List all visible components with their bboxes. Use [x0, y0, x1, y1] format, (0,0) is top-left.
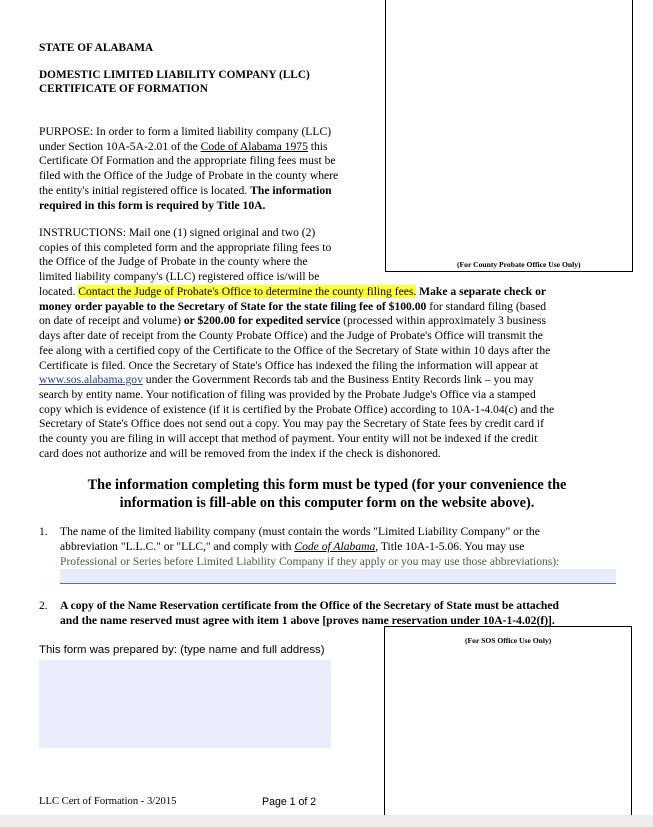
code-of-alabama-citation: Code of Alabama 1975 [200, 139, 308, 153]
llc-name-underline [60, 583, 616, 584]
item-1-number: 1. [39, 525, 48, 538]
county-box-label: (For County Probate Office Use Only) [457, 260, 581, 269]
footer-form-id: LLC Cert of Formation - 3/2015 [39, 796, 177, 807]
highlighted-county-fee-note: Contact the Judge of Probate's Office to determine the county filing fees. [78, 285, 417, 298]
item-2-number: 2. [39, 599, 48, 612]
footer-page-number: Page 1 of 2 [262, 796, 317, 808]
prepared-by-label: This form was prepared by: (type name and full address) [39, 644, 325, 656]
sos-box-label: (For SOS Office Use Only) [465, 636, 552, 645]
instructions-intro: INSTRUCTIONS: Mail one (1) signed original and two (2) copies of this completed form and the appropriate filing fees to the Office of the Judge of Probate in the county where the limited liability company's (LLC) registered office is/will be [39, 226, 332, 284]
viewer-bottom-bar [0, 815, 653, 827]
purpose-paragraph: PURPOSE: In order to form a limited liability company (LLC) under Section 10A-5A-2.01 of the Code of Alabama 1975 this Certificate Of Formation and the appropriate filing fees must be filed with the Office of the Judge of Probate in the county where the entity's initial registered office is located. The information required in this form is required by Title 10A. [39, 125, 339, 212]
sos-website-link[interactable]: www.sos.alabama.gov [39, 373, 143, 387]
prepared-by-input[interactable] [39, 660, 331, 748]
form-title-line1: DOMESTIC LIMITED LIABILITY COMPANY (LLC) [39, 69, 310, 81]
county-probate-use-box [385, 0, 633, 272]
form-title-line2: CERTIFICATE OF FORMATION [39, 83, 208, 95]
document-page: STATE OF ALABAMA DOMESTIC LIMITED LIABILITY COMPANY (LLC) CERTIFICATE OF FORMATION (For County Probate Office Use Only) PURPOSE: In order to form a limited liability company (LLC) under Section 10A-5A-2.01 of the Code of Alabama 1975 this Certificate Of Formation and the appropriate filing fees must be filed with the Office of the Judge of Probate in the county where the entity's initial registered office is located. The information required in this form is required by Title 10A. INSTRUCTIONS: Mail one (1) signed original and two (2) copies of this completed form and the appropriate filing fees to the Office of the Judge of Probate in the county where the limited liability company's (LLC) registered office is/will be located. Contact the Judge of Probate's Office to determine the county filing fees. Make a separate check or money order payable to the Secretary of State for the state filing fee of $100.00 for standard filing (based on date of receipt and volume) or $200.00 for expedited service (processed within approximately 3 business days after date of receipt from the County Probate Office) and the Judge of Probate's Office will transmit the fee along with a certified copy of the Certificate to the Office of the Secretary of State within 10 days after the Certificate is filed. Once the Secretary of State's Office has indexed the filing the information will appear at www.sos.alabama.gov under the Government Records tab and the Business Entity Records link – you may search by entity name. Your notification of filing was provided by the Probate Judge's Office via a stamped copy which is evidence of existence (if it is certified by the Probate Office) according to 10A-1-4.04(c) and the Secretary of State's Office does not send out a copy. You may pay the Secretary of State fees by credit card if the county you are filing in will accept that method of payment. Your entity will not be indexed if the credit card does not authorize and will be removed from the index if the check is dishonored. The information completing this form must be typed (for your convenience the information is fill-able on this computer form on the website above). 1. The name of the limited liability company (must contain the words "Limited Liability Company" or the abbreviation "L.L.C." or "LLC," and comply with Code of Alabama, Title 10A-1-5.06. You may use Professional or Series before Limited Liability Company if they apply or you may use those abbreviations): 2. A copy of the Name Reservation certificate from the Office of the Secretary of State must be attached and the name reserved must agree with item 1 above [proves name reservation under 10A-1-4.02(f)]. (For SOS Office Use Only) This form was prepared by: (type name and full address) LLC Cert of Formation - 3/2015 Page 1 of 2 [0, 0, 653, 827]
state-heading: STATE OF ALABAMA [39, 42, 154, 54]
instructions-paragraph: located. Contact the Judge of Probate's Office to determine the county filing fees. Make a separate check or money order payable to the Secretary of State for the state filing fee of $100.00 for standard filing (based on date of receipt and volume) or $200.00 for expedited service (processed within approximately 3 business days after date of receipt from the County Probate Office) and the Judge of Probate's Office will transmit the fee along with a certified copy of the Certificate to the Office of the Secretary of State within 10 days after the Certificate is filed. Once the Secretary of State's Office has indexed the filing the information will appear at www.sos.alabama.gov under the Government Records tab and the Business Entity Records link – you may search by entity name. Your notification of filing was provided by the Probate Judge's Office via a stamped copy which is evidence of existence (if it is certified by the Probate Office) according to 10A-1-4.04(c) and the Secretary of State's Office does not send out a copy. You may pay the Secretary of State fees by credit card if the county you are filing in will accept that method of payment. Your entity will not be indexed if the credit card does not authorize and will be removed from the index if the check is dishonored. [39, 285, 555, 460]
item-1: 1. The name of the limited liability company (must contain the words "Limited Liability Company" or the abbreviation "L.L.C." or "LLC," and comply with Code of Alabama, Title 10A-1-5.06. You may use Professional or Series before Limited Liability Company if they apply or you may use those abbreviations): [39, 525, 560, 568]
typed-notice: The information completing this form must be typed (for your convenience the information is fill-able on this computer form on the website above). [87, 477, 567, 511]
llc-name-input[interactable] [60, 569, 616, 583]
sos-office-use-box [384, 626, 632, 824]
